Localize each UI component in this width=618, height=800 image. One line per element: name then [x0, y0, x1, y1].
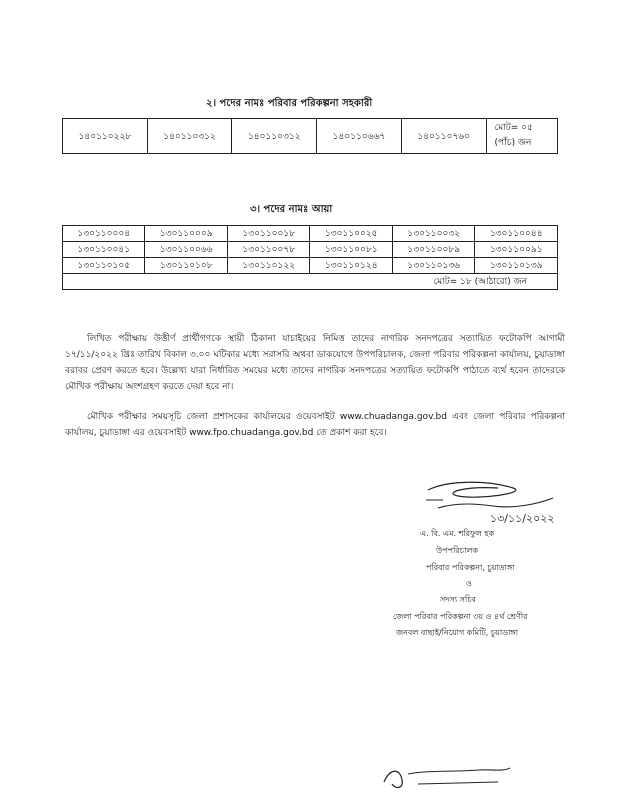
total-cell — [486, 119, 557, 154]
roll-cell: ১৩০১১০১২২ — [228, 258, 310, 274]
roll-cell: ১৩০১১০০০৯ — [145, 226, 228, 242]
officer-name: এ. বি. এম. শরিফুল হক — [420, 529, 495, 538]
roll-cell: ১৩০১১০১২৪ — [310, 258, 392, 274]
total-cell: মোট= ১৮ (আঠারো) জন — [63, 274, 558, 290]
and-text: ও — [466, 579, 472, 588]
section-2-roll-table — [62, 118, 558, 154]
section-2-heading: ২। পদের নামঃ পরিবার পরিকল্পনা সহকারী — [206, 98, 373, 109]
total-count: মোট= ০৫ — [494, 123, 533, 133]
instruction-paragraph: লিখিত পরীক্ষায় উত্তীর্ণ প্রার্থীগণকে স্থায়ী ঠিকানা যাচাইয়ের নিমিত্ত তাদের নাগরিক সনদপত্রের সত্যায়িত ফটোকপি আগামী ১৭/১১/২০২২ খ্রিঃ তারিখ বিকাল ৩.০০ ঘটিকার মধ্যে সরাসরি অথবা ডাকযোগে উপপরিচালক, জেলা পরিবার পরিকল্পনা কার্যালয়, চুয়াডাঙ্গা বরাবর প্রেরণ করতে হবে। উল্লেখ্য যারা নির্ধারিত সময়ের মধ্যে তাদের নাগরিক সনদপত্রের সত্যায়িত ফটোকপি পাঠাতে ব্যর্থ হবেন তাদেরকে মৌখিক পরীক্ষায় অংশগ্রহণ করতে দেয়া হবে না। — [65, 334, 565, 392]
roll-cell: ১৪০১১০৩১২ — [147, 119, 232, 154]
roll-cell: ১৩০১১০০৬৬ — [145, 242, 228, 258]
initials-mark — [378, 760, 518, 794]
schedule-paragraph: মৌখিক পরীক্ষার সময়সূচি জেলা প্রশাসকের কার্যালয়ের ওয়েবসাইট www.chuadanga.gov.bd এবং জেলা পরিবার পরিকল্পনা কার্যালয়, চুয়াডাঙ্গা এর ওয়েবসাইট www.fpo.chuadanga.gov.bd তে প্রকাশ করা হবে। — [65, 412, 565, 438]
roll-cell: ১৩০১১০১০৮ — [145, 258, 228, 274]
roll-cell: ১৪০১১০৬৬৭ — [317, 119, 402, 154]
roll-cell: ১৩০১১০১৩৬ — [392, 258, 475, 274]
committee-line-1: জেলা পরিবার পরিকল্পনা ৩য় ও ৪র্থ শ্রেণীর — [393, 612, 528, 621]
committee-line-2: জনবল বাছাই/নিয়োগ কমিটি, চুয়াডাঙ্গা — [396, 628, 519, 637]
roll-cell: ১৩০১১০০৭৮ — [228, 242, 310, 258]
table-row — [63, 242, 558, 258]
signature-date: ১৩/১১/২০২২ — [490, 512, 555, 525]
roll-cell: ১৩০১১০০৪১ — [63, 242, 145, 258]
roll-cell: ১৪০১১০৩১২ — [232, 119, 317, 154]
roll-cell: ১৩০১১০১৩৯ — [475, 258, 558, 274]
roll-cell: ১৩০১১০০৩২ — [392, 226, 475, 242]
roll-cell: ১৪০১১০২২৮ — [63, 119, 148, 154]
table-row — [63, 226, 558, 242]
table-row — [63, 119, 558, 154]
officer-secretary-title: সদস্য সচিব — [440, 595, 476, 604]
officer-designation: উপপরিচালক — [436, 546, 478, 555]
roll-cell: ১৪০১১০৭৬০ — [401, 119, 486, 154]
total-words: (পাঁচ) জন — [494, 138, 532, 148]
roll-cell: ১৩০১১০০২৫ — [310, 226, 392, 242]
officer-office: পরিবার পরিকল্পনা, চুয়াডাঙ্গা — [426, 563, 515, 572]
roll-cell: ১৩০১১০০৮৯ — [392, 242, 475, 258]
roll-cell: ১৩০১১০০৪৪ — [475, 226, 558, 242]
section-3-roll-table — [62, 225, 558, 290]
roll-cell: ১৩০১১০০১৮ — [228, 226, 310, 242]
roll-cell: ১৩০১১০০৯১ — [475, 242, 558, 258]
roll-cell: ১৩০১১০১০৫ — [63, 258, 145, 274]
table-row — [63, 258, 558, 274]
roll-cell: ১৩০১১০০০৪ — [63, 226, 145, 242]
section-3-heading: ৩। পদের নামঃ আয়া — [250, 204, 333, 215]
roll-cell: ১৩০১১০০৮১ — [310, 242, 392, 258]
table-row — [63, 274, 558, 290]
